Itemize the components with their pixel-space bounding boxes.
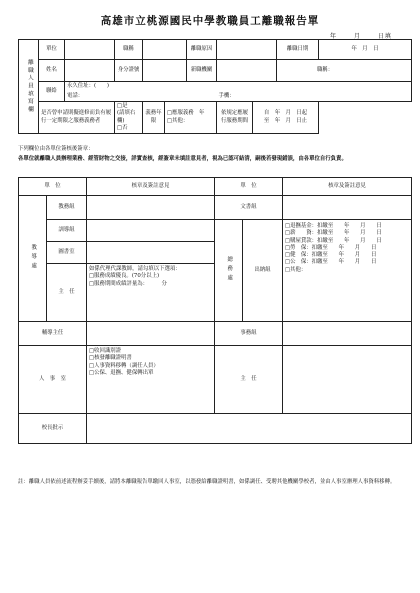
- applicant-section-label: 離職人員填寫欄: [19, 40, 39, 134]
- duty-option-other[interactable]: □其他：: [167, 117, 189, 124]
- header-opinion-left: 核章及簽註意見: [87, 178, 215, 196]
- duty-years-label: 義務年限: [143, 102, 165, 134]
- cashier-item[interactable]: □其他：: [285, 266, 307, 273]
- principal-instruction[interactable]: [87, 414, 412, 444]
- address-field[interactable]: 永久住址：( ): [65, 82, 412, 92]
- yes-checkbox[interactable]: □是: [117, 102, 128, 109]
- cashier-item[interactable]: □薪 資：扣繳至 年 月 日: [285, 230, 382, 237]
- name-label: 姓名: [39, 60, 65, 82]
- performance-good-checkbox[interactable]: □服務成績優良。(70分以上): [89, 273, 160, 280]
- discipline-section-label: 訓導組: [47, 220, 87, 242]
- hr-director-label: 主 任: [215, 346, 283, 414]
- service-period-value[interactable]: [253, 102, 319, 134]
- contact-label: 聯絡: [39, 82, 65, 102]
- unit-value[interactable]: [65, 40, 115, 60]
- header-unit-left: 單 位: [19, 178, 87, 196]
- cashier-items[interactable]: [283, 220, 412, 322]
- affairs-section-signature[interactable]: [283, 322, 412, 346]
- duty-options[interactable]: [165, 102, 217, 134]
- cashier-item[interactable]: □公 保：扣繳至 年 月 日: [285, 259, 377, 266]
- period-to[interactable]: 至 年 月 日止: [263, 117, 308, 124]
- date-year: 年: [330, 33, 338, 40]
- header-unit-right: 單 位: [215, 178, 283, 196]
- leave-date-label: 離職日期: [277, 40, 319, 60]
- substitute-note: 如係代理代課教師，請勾填以下選項：: [89, 266, 181, 272]
- cashier-item[interactable]: □購屋貸款：扣繳至 年 月 日: [285, 237, 382, 244]
- reason-value[interactable]: [217, 40, 277, 60]
- new-org-value[interactable]: [217, 60, 277, 82]
- principal-label: 校長批示: [19, 414, 87, 444]
- form-title: 高雄市立桃源國民中學教職員工離職報告單: [100, 15, 320, 27]
- guidance-director-label: 輔導主任: [19, 322, 87, 346]
- phone-field[interactable]: 電話：: [65, 92, 217, 102]
- guidance-director-signature[interactable]: [87, 322, 215, 346]
- header-opinion-right: 核章及簽註意見: [283, 178, 412, 196]
- hr-item[interactable]: □公保、退撫、健保轉出單: [89, 369, 154, 376]
- academic-section-label: 教務組: [47, 196, 87, 220]
- cashier-item[interactable]: □退撫基金：扣繳至 年 月 日: [285, 223, 382, 229]
- leave-date-value[interactable]: 年 月 日: [319, 40, 412, 60]
- service-yes-no[interactable]: [115, 102, 143, 134]
- hr-item[interactable]: □核發離職證明書: [89, 355, 132, 362]
- signoff-disclaimer: 各單位就離職人員辦理業務、經管財物之交接，詳實查核，經簽章未填註意見者，視為已認可結清，嗣後若發現錯誤，由各單位自行負責。: [18, 156, 347, 162]
- position-value[interactable]: [143, 40, 187, 60]
- service-period-label: 依規定應履行服務期間: [217, 102, 253, 134]
- reason-label: 離職原因: [187, 40, 217, 60]
- review-table: [18, 177, 412, 444]
- documents-section-signature[interactable]: [283, 196, 412, 220]
- signoff-instruction: 下列欄位由各單位簽核後簽章：: [18, 146, 94, 152]
- footer-note: 註：離職人員依前述流程辦妥手續後，請將本離職報告單繳回人事室，以憑發給離職證明書，如係調任、受聘其他機關學校者，並由人事室辦理人事資料移轉。: [18, 479, 396, 485]
- cashier-section-label: 出納組: [243, 220, 283, 322]
- hr-director-signature[interactable]: [283, 346, 412, 414]
- new-title-label[interactable]: 職稱：: [277, 60, 412, 82]
- date-month: 月: [353, 33, 361, 40]
- library-section-label: 圖書室: [47, 242, 87, 264]
- position-label: 職稱: [115, 40, 143, 60]
- yes-note: (請填右欄): [117, 110, 136, 124]
- cashier-item[interactable]: □健 保：扣繳至 年 月 日: [285, 252, 377, 259]
- documents-section-label: 文書組: [215, 196, 283, 220]
- no-checkbox[interactable]: □否: [117, 124, 128, 131]
- personal-info-table: [18, 39, 412, 134]
- substitute-teacher-options[interactable]: [87, 264, 215, 322]
- unit-label: 單位: [39, 40, 65, 60]
- id-value[interactable]: [143, 60, 187, 82]
- hr-item[interactable]: □人事資料移轉（調任人員）: [89, 362, 159, 369]
- service-question: 是否曾申請則擬進修而負有履行一定期限之服務義務者: [39, 102, 115, 134]
- academic-section-signature[interactable]: [87, 196, 215, 220]
- hr-item[interactable]: □收回識別證: [89, 348, 122, 354]
- period-from[interactable]: 自 年 月 日起: [263, 110, 308, 117]
- performance-score-checkbox[interactable]: □服務期間成績評量為： 分: [89, 280, 167, 287]
- date-day: 日填: [377, 33, 392, 40]
- discipline-section-signature[interactable]: [87, 220, 215, 242]
- hr-items[interactable]: [87, 346, 215, 414]
- name-value[interactable]: [65, 60, 115, 82]
- affairs-section-label: 事務組: [215, 322, 283, 346]
- id-label: 身分證號: [115, 60, 143, 82]
- library-section-signature[interactable]: [87, 242, 215, 264]
- mobile-field[interactable]: 手機：: [217, 92, 412, 102]
- new-org-label: 新職機關: [187, 60, 217, 82]
- hr-office-label: 人 事 室: [19, 346, 87, 414]
- duty-option-years[interactable]: □應服義務 年: [167, 110, 205, 117]
- academic-office-label: 教導處: [19, 196, 47, 322]
- academic-director-label: 主 任: [47, 264, 87, 322]
- cashier-item[interactable]: □勞 保：扣繳至 年 月 日: [285, 244, 377, 251]
- general-affairs-office-label: 總務處: [215, 220, 243, 322]
